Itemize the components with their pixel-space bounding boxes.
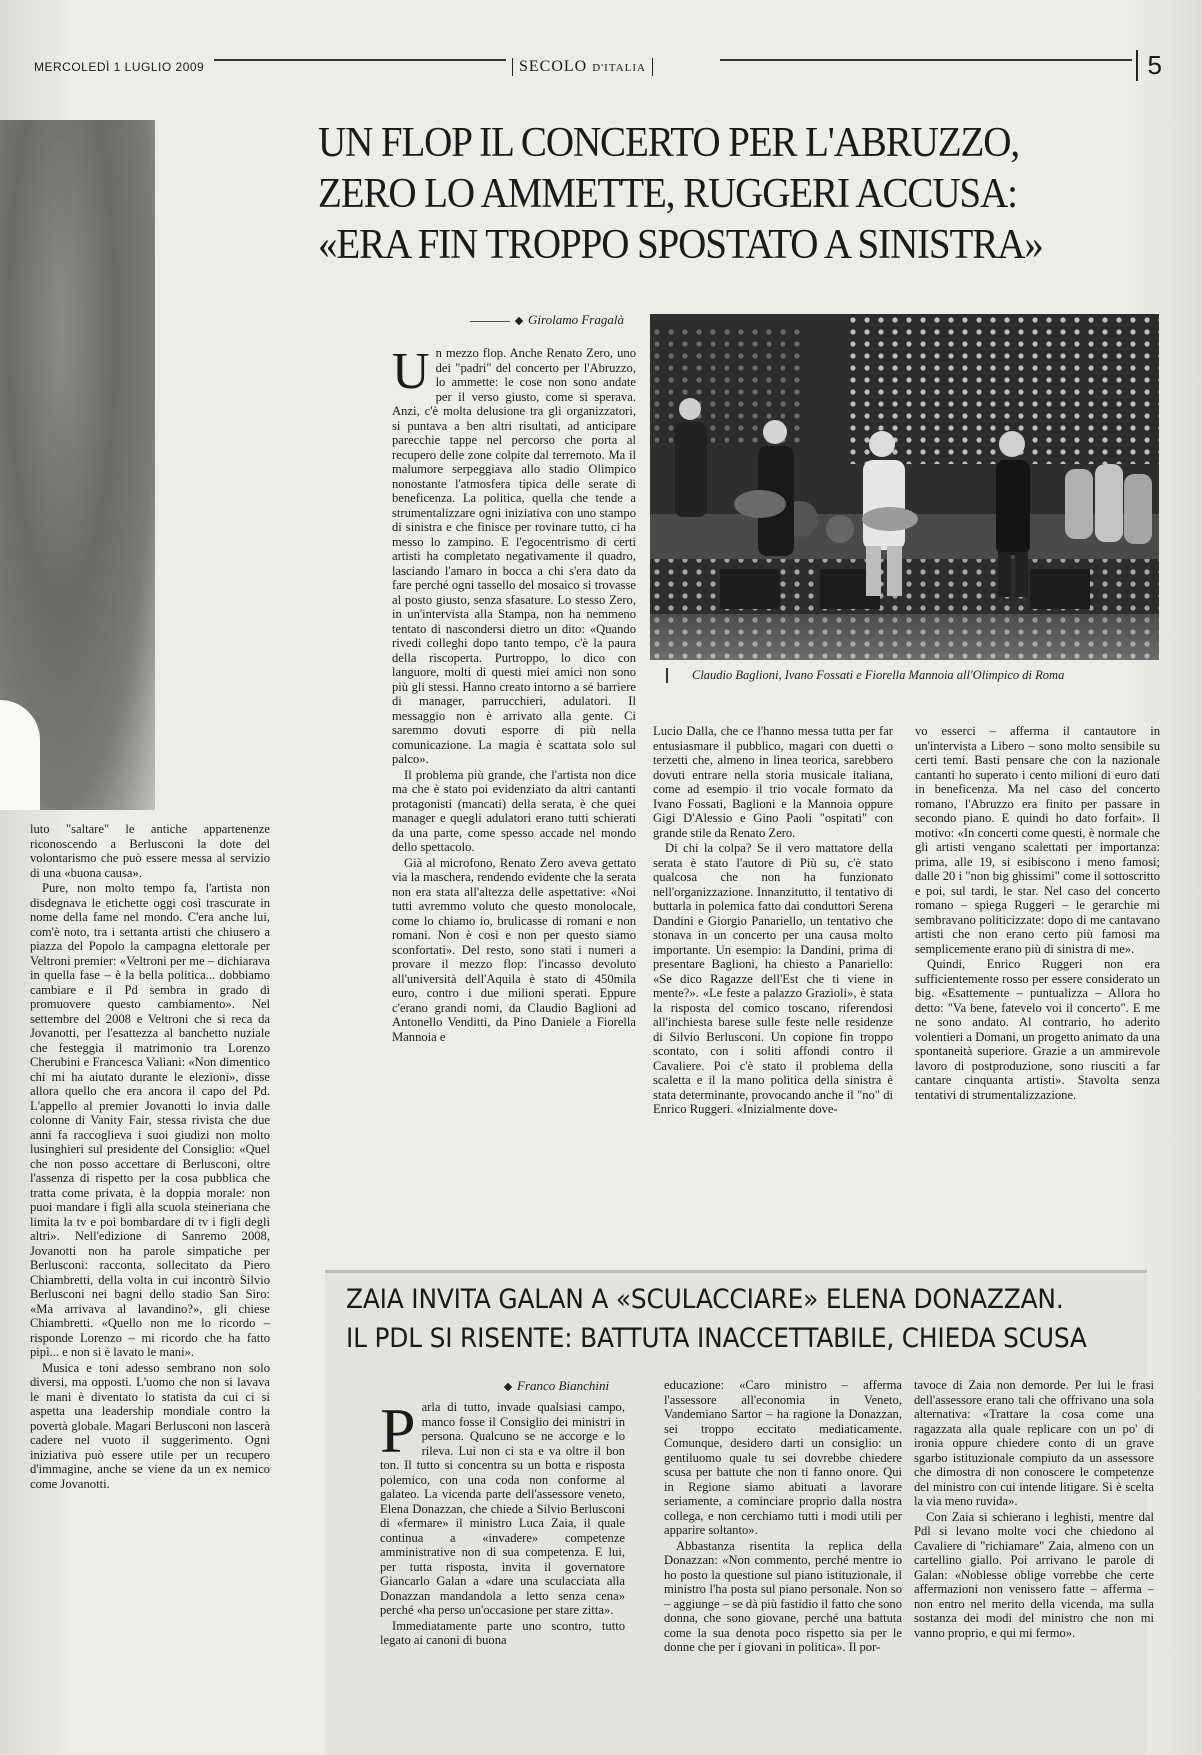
article1-headline: [318, 118, 1109, 271]
article1-dropcap: U: [392, 346, 430, 400]
article2-col2-paragraph-2: Abbastanza risentita la replica della Donazzan: «Non commento, perché mentre io ho posto la questione sul piano istituzionale, il ministro l'ha posta sul piano personale. Non so – aggiunge – se dà più fastidio il fatto che sono donna, che sono giovane, perché una battuta come la sua denota poco rispetto sia per le donne che per i giovani in politica». Il por-: [664, 1538, 902, 1654]
article2-column-3: [914, 1378, 1154, 1750]
page-number: 5: [1136, 50, 1162, 81]
left-paragraph-1: luto "saltare" le antiche appartenenze riconoscendo a Berlusconi la dote del volontarismo che può essere messa al servizio di una «buona causa».: [30, 822, 270, 880]
article1-col3-paragraph-1: vo esserci – afferma il cantautore in un'intervista a Libero – sono molto sensibile su certi temi. Basti pensare che con la nazionale cantanti ho superato i cento milioni di euro dati in beneficenza. Ma nel caso del concerto romano, l'Abruzzo era finito per passare in secondo piano. E quindi ho dato forfait». Il motivo: «In concerti come questi, è normale che gli artisti vengano scalettati per importanza: prima, alle 19, si esibiscono i meno famosi; dalle 20 i "non big ghissimi" come il sottoscritto e poi, sul tardi, le star. Nel caso del concerto romano – spiega Ruggeri – le gerarchie mi sembravano politicizzate: dopo di me cantavano artisti che non erano certo più famosi ma semplicemente erano più di sinistra di me».: [915, 724, 1160, 956]
left-paragraph-2: Pure, non molto tempo fa, l'artista non disdegnava le etichette oggi così trascurate in nome della fame nel mondo. C'era anche lui, com'è noto, tra i settanta artisti che chiusero a piazza del Popolo la campagna elettorale per Veltroni premier: «Veltroni per me – dichiarava in quella fase – è la bella politica... dobbiamo cambiare e il Pd sembra in grado di promuovere questo cambiamento». Nel settembre del 2008 e Veltroni che si reca da Jovanotti, per l'esattezza al banchetto nuziale che festeggia il matrimonio tra Lorenzo Cherubini e Francesca Valiani: «Non dimentico chi mi ha aiutato durante le elezioni», disse allora quello che era ancora il capo del Pd. L'appello al premier Jovanotti lo invia dalle colonne di Vanity Fair, stessa rivista che due anni fa raccoglieva i suoi giudizi non molto lusinghieri sul presidente del Consiglio: «Quel che non posso accettare di Berlusconi, oltre l'assenza di rispetto per la cosa pubblica che tratta come privata, è la doppia morale: non puoi mandare i figli alla scuola steineriana che limita la tv e poi bombardare di tv i figli degli altri». Nell'edizione di Sanremo 2008, Jovanotti non ha parole simpatiche per Berlusconi: racconta, sollecitato da Piero Chiambretti, della volta in cui incontrò Silvio Berlusconi nei bagni dello stadio San Siro: «Ma arrivava al lavandino?», gli chiese Chiambretti. «Quello non me lo ricordo – risponde Lorenzo – mi ricordo che ha fatto pipì... e non si è lavato le mani».: [30, 881, 270, 1359]
article1-col1-paragraph-2: Il problema più grande, che l'artista non dice ma che è stato poi evidenziato da altri cantanti protagonisti (mancati) della serata, è che quei manager e quegli adulatori erano tutti schierati da una parte, come spesso accade nel mondo dello spettacolo.: [392, 767, 636, 854]
article2-column-2: [664, 1378, 902, 1750]
article2-author: Franco Bianchini: [517, 1378, 610, 1393]
article1-column-3: [915, 724, 1160, 1204]
article1-headline-line-1: UN FLOP IL CONCERTO PER L'ABRUZZO,: [318, 120, 1019, 166]
article2-col3-paragraph-1: tavoce di Zaia non demorde. Per lui le frasi dell'assessore erano tali che offrivano una sola alternativa: «Trattare la cosa come una ragazzata alla quale replicare con un po' di ironia oppure chiedere conto di un grave sgarbo istituzionale compiuto da un assessore che dimostra di non conoscere le competenze del ministro con cui intende litigare. Si è scelta la via meno ruvida».: [914, 1378, 1154, 1508]
article1-col3-paragraph-2: Quindi, Enrico Ruggeri non era sufficientemente rosso per essere considerato un big. «Esattemente – puntualizza – Allora ho detto: "Va bene, fatevelo voi il concerto". E me ne sono andato. Al contrario, ho aderito volentieri a Domani, un progetto animato da una spontaneità superiore. Grazie a un ammirevole lavoro di postproduzione, sono riusciti a far cantare cinquanta artisti». Stavolta senza tentativi di strumentalizzazione.: [915, 957, 1160, 1102]
article2-col2-paragraph-1: educazione: «Caro ministro – afferma l'assessore all'economia in Veneto, Vandemiano Sartor – ha ragione la Donazzan, sei troppo eccitato mediaticamente. Comunque, desidero darti un consiglio: un gentiluomo quale tu sei dovrebbe chiedere scusa per battute che non ti fanno onore. Qui in Regione siamo abituati a lavorare seriamente, a cominciare proprio dalla nostra collega, e non cerchiamo tutti i modi utili per apparire soltanto».: [664, 1378, 902, 1537]
article1-col2-paragraph-2: Di chi la colpa? Se il vero mattatore della serata è stato l'autore di Più su, c'è stato qualcosa che non ha funzionato nell'organizzazione. Innanzitutto, il tentativo di buttarla in polemica fatto dai conduttori Serena Dandini e Giorgio Panariello, un tentativo che stonava in un concerto per una causa molto importante. Un esempio: la Dandini, prima di presentare Baglioni, ha chiesto a Panariello: «Se dico Ragazze dell'Est che ti viene in mente?». «Le feste a palazzo Grazioli», è stata la risposta del comico toscano, riferendosi all'inchiesta barese sulle feste nelle residenze di Silvio Berlusconi. Un copione fin troppo scontato, con i soliti affondi contro il Cavaliere. Poi c'è stato il problema della scaletta e il la mano politica della sinistra è stata determinante, provocando anche il "no" di Enrico Ruggeri. «Inizialmente dove-: [653, 841, 893, 1116]
article1-col2-paragraph-1: Lucio Dalla, che ce l'hanno messa tutta per far entusiasmare il pubblico, magari con duetti o terzetti che, almeno in linea teorica, sarebbero dovuti entrare nella storia musicale italiana, come ad esempio il trio vocale formato da Ivano Fossati, Baglioni e la Mannoia oppure Gigi D'Alessio e Gino Paoli "ospitati" con grande stile da Renato Zero.: [653, 724, 893, 840]
article1-headline-line-2: ZERO LO AMMETTE, RUGGERI ACCUSA:: [318, 171, 1017, 217]
article2-col1-paragraph-1: arla di tutto, invade qualsiasi campo, manco fosse il Consiglio dei ministri in persona. Qualcuno se ne accorge e lo rileva. Lui non ci sta e va oltre il bon ton. Il tutto si concentra su un botta e risposta polemico, con una coda non conforme al galateo. La vicenda parte dell'assessore veneto, Elena Donazzan, che chiede a Silvio Berlusconi di «fermare» il ministro Luca Zaia, il quale continua a «invadere» competenze amministrative non di sua competenza. E lui, per tutta risposta, invita il governatore Giancarlo Galan a «dare una sculacciata alla Donazzan mandandola a letto senza cena» perché «ha perso un'occasione per stare zitta».: [380, 1400, 625, 1617]
article2-col3-paragraph-2: Con Zaia si schierano i leghisti, mentre dal Pdl si levano molte voci che chiedono al Cavaliere di "richiamare" Zaia, almeno con un cartellino giallo. Poi arrivano le parole di Galan: «Noblesse oblige vorrebbe che certe affermazioni non venissero fatte – afferma – non entro nel merito della vicenda, ma sulla sostanza dei modi del ministro che non mi vanno proprio, e qui mi fermo».: [914, 1509, 1154, 1640]
article1-column-1: [392, 346, 636, 1204]
concert-photo: [650, 314, 1159, 660]
newspaper-name-main: SECOLO: [519, 58, 588, 75]
article2-headline: [346, 1280, 1087, 1358]
article2-headline-line-1: ZAIA INVITA GALAN A «SCULACCIARE» ELENA DONAZZAN.: [346, 1284, 1064, 1315]
byline-diamond-icon: [504, 1383, 512, 1391]
masthead: [34, 52, 1162, 82]
article1-col1-paragraph-1: n mezzo flop. Anche Renato Zero, uno dei "padri" del concerto per l'Abruzzo, lo ammette: le cose non sono andate per il verso giusto, come si sperava. Anzi, c'è molta delusione tra gli organizzatori, si puntava a ben altri risultati, ad anticipare parecchie tappe nel percorso che porta al recupero delle zone colpite dal terremoto. Ma il malumore serpeggiava allo stadio Olimpico nonostante l'atmosfera tipica delle serate di beneficenza. La politica, quella che tende a strumentalizzare ogni iniziativa con uno stampo di sinistra e che finisce per rovinare tutto, ci ha messo lo zampino. E l'egocentrismo di certi artisti ha completato negativamente il quadro, lasciando l'amaro in bocca a chi s'era dato da fare perché ogni tassello del mosaico si trovasse al posto giusto, senza sfasature. Lo stesso Zero, in un'intervista alla Stampa, non ha nemmeno tentato di nascondersi dietro un dito: «Quando rivedi colleghi dopo tanto tempo, c'è la paura della riscoperta. Purtroppo, lo dico con languore, molti di questi miei amici non sono più gli stessi. Hanno creato intorno a sé barriere di manager, parrucchieri, adulatori. Il messaggio non è arrivato alla gente. Ci saremmo dovuti esporre di più nella comunicazione. La magia è scattata solo sul palco».: [392, 346, 636, 766]
article2-column-1: [380, 1400, 625, 1750]
masthead-rule-right: [720, 59, 1132, 61]
left-paragraph-3: Musica e toni adesso sembrano non solo diversi, ma opposti. L'uomo che non si lavava le mani è diventato lo statista da cui ci si aspetta una leadership mondiale contro la povertà globale. Magari Berlusconi non lascerà cadere nel vuoto il suggerimento. Ogni iniziativa può essere utile per un recupero d'immagine, anche se viene da un ex nemico come Jovanotti.: [30, 1360, 270, 1491]
article2-col1-paragraph-2: Immediatamente parte uno scontro, tutto legato ai canoni di buona: [380, 1618, 625, 1647]
article1-headline-line-3: «ERA FIN TROPPO SPOSTATO A SINISTRA»: [318, 222, 1043, 268]
article1-col1-paragraph-3: Già al microfono, Renato Zero aveva gettato via la maschera, rendendo evidente che la serata non era stata all'altezza delle aspettative: «Noi tutti avremmo voluto che questo monolocale, come lo chiamo io, brulicasse di romani e non romani. Non è così e non per questo siamo sconfortati». Del resto, sono stati i numeri a provare il mezzo flop: l'incasso devoluto all'università dell'Aquila è stato di 450mila euro, contro i due milioni sperati. Eppure c'erano grandi nomi, da Claudio Baglioni ad Antonello Venditti, da Pino Daniele a Fiorella Mannoia e: [392, 855, 636, 1044]
article1-column-2: [653, 724, 893, 1204]
issue-date: MERCOLEDÌ 1 LUGLIO 2009: [34, 60, 205, 74]
article2-dropcap: P: [380, 1400, 416, 1466]
newspaper-name-suffix: D'ITALIA: [592, 62, 646, 74]
newspaper-name: [512, 58, 653, 76]
article2-headline-line-2: IL PDL SI RISENTE: BATTUTA INACCETTABILE, CHIEDA SCUSA: [346, 1323, 1087, 1354]
byline-diamond-icon: [515, 317, 523, 325]
article1-author: Girolamo Fragalà: [528, 312, 624, 327]
left-photo: [0, 120, 155, 810]
byline-rule: [470, 321, 510, 322]
concert-photo-caption: Claudio Baglioni, Ivano Fossati e Fiorella Mannoia all'Olimpico di Roma: [666, 668, 1187, 683]
concert-photo-drawing: [650, 314, 1159, 660]
left-column-text: [30, 822, 270, 1747]
article1-byline: [470, 312, 624, 328]
article2-byline: [505, 1378, 609, 1394]
masthead-rule-left: [214, 59, 506, 61]
